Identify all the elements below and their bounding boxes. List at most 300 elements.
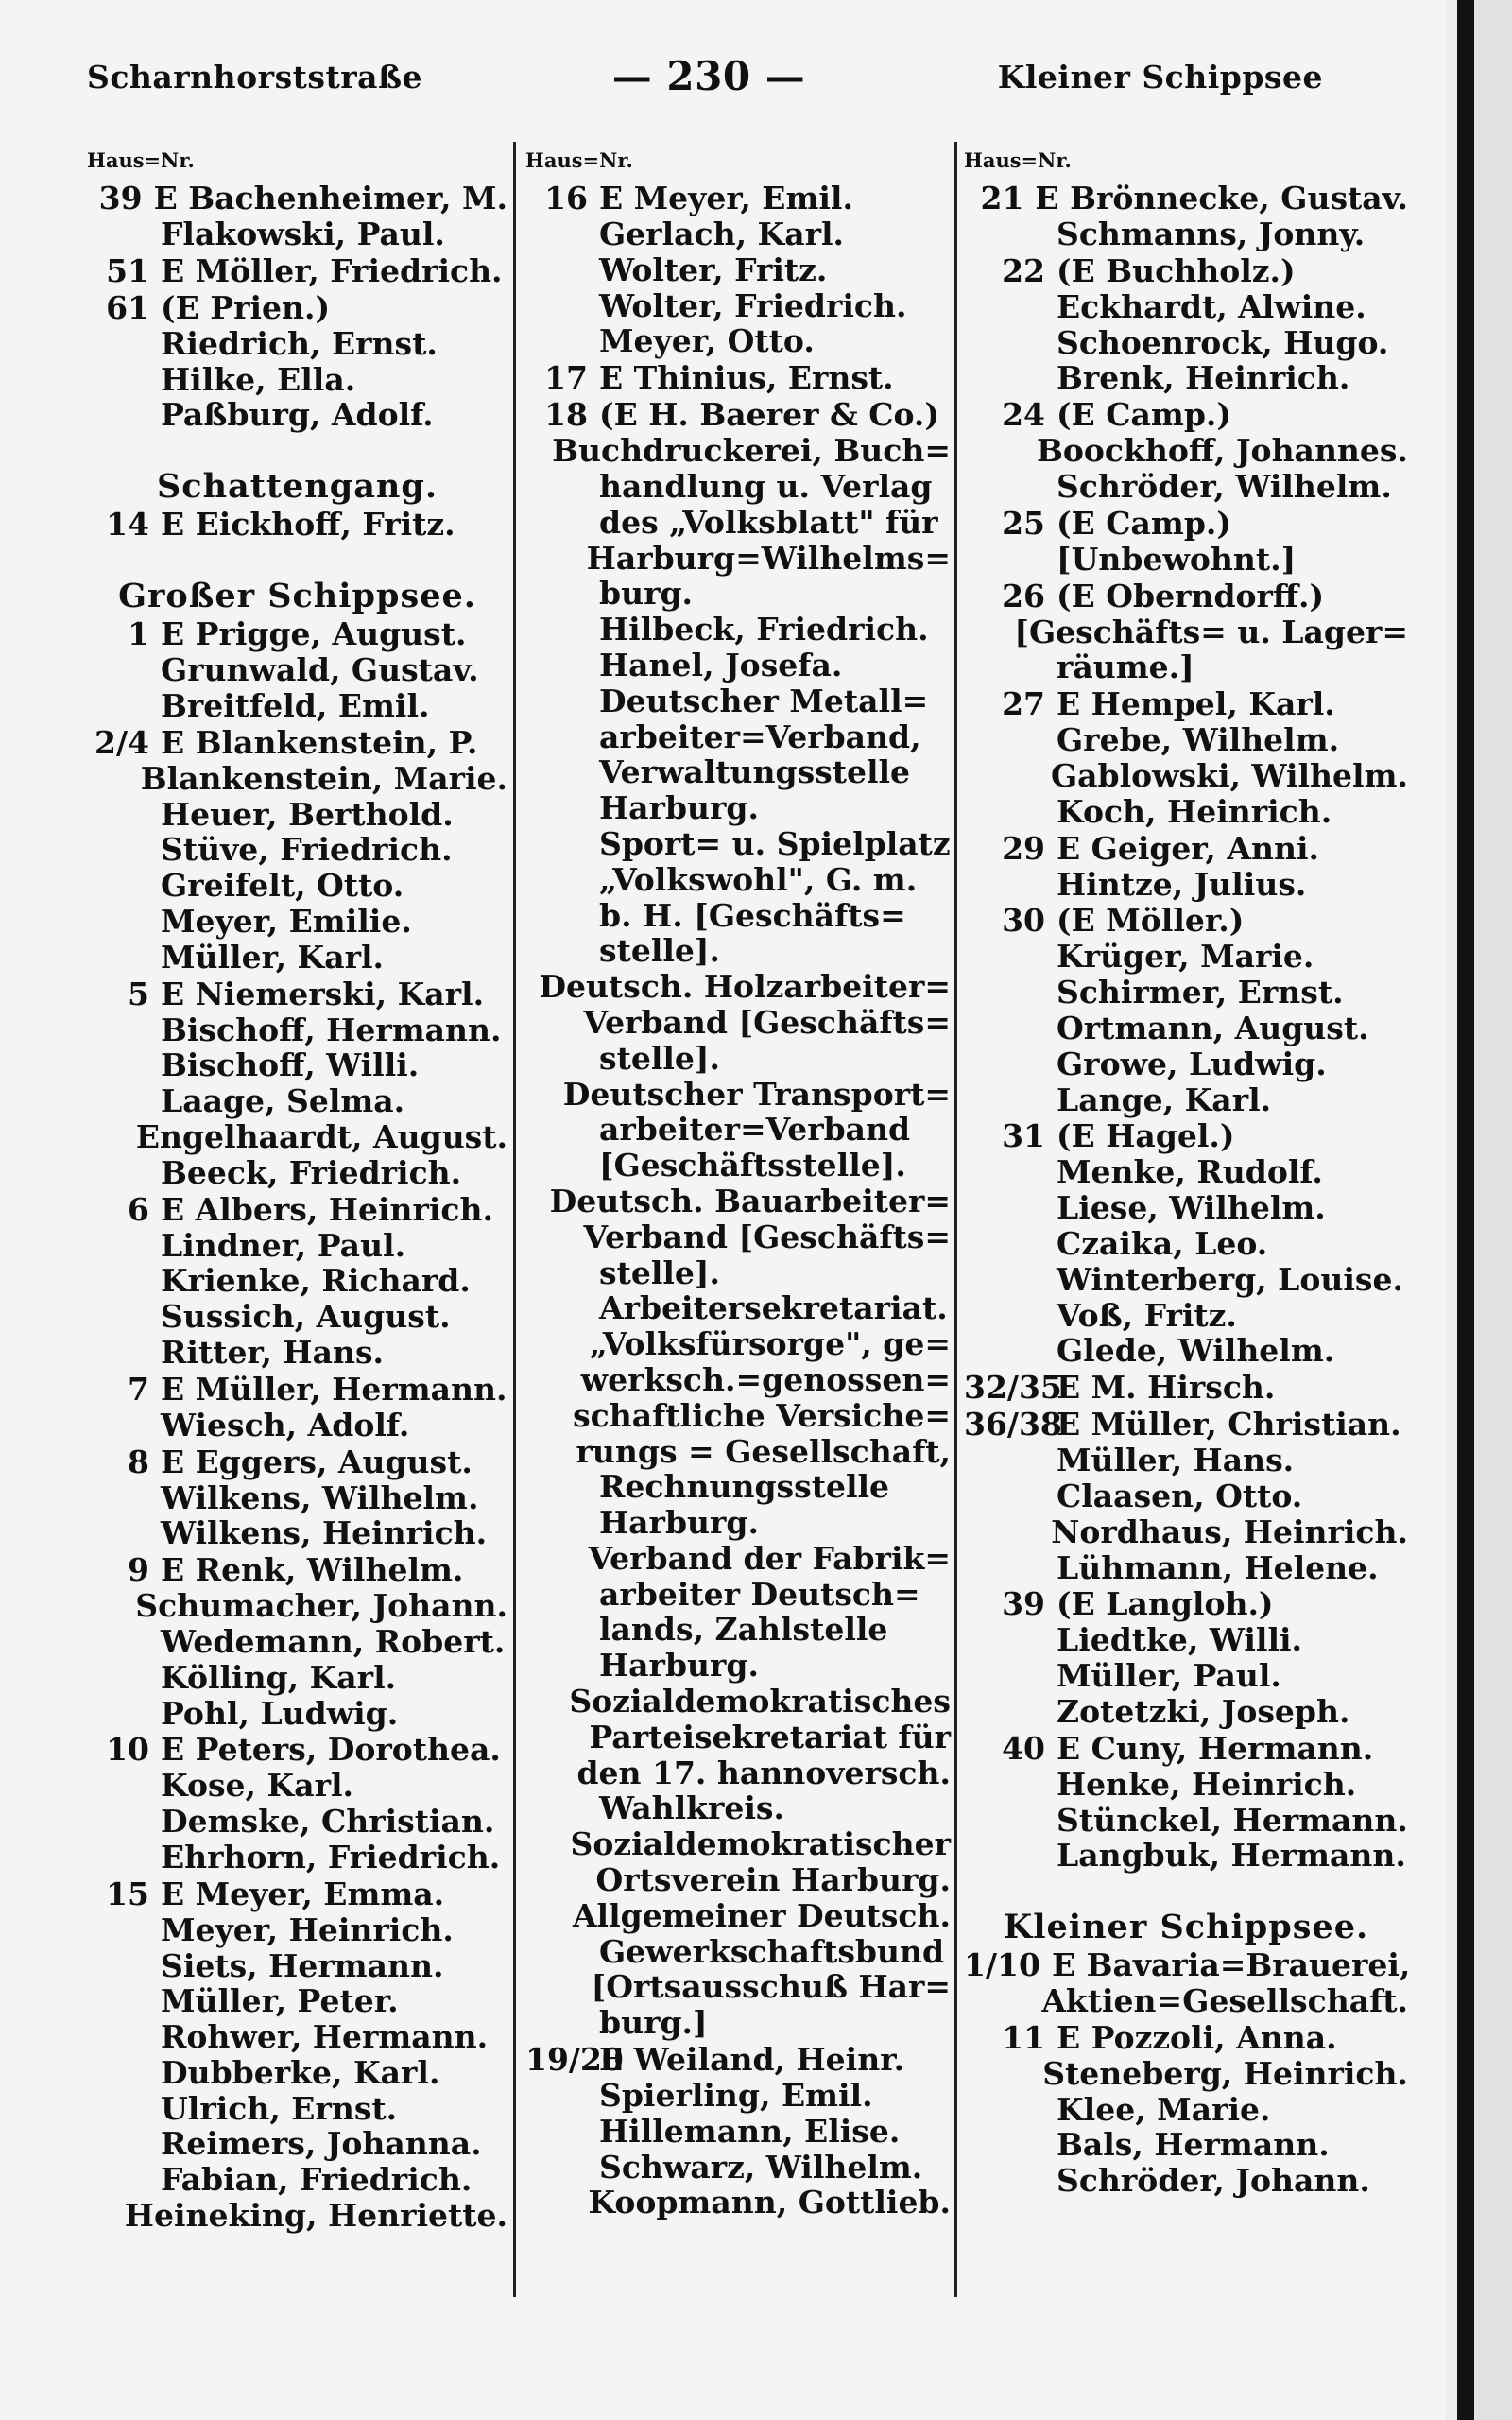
resident-line: Engelhaardt, August. <box>135 1117 507 1155</box>
entry-row <box>964 975 1408 1011</box>
resident-line: Deutscher Metall= <box>599 682 929 719</box>
resident-line: Lindner, Paul. <box>161 1226 406 1264</box>
house-number-label: Haus=Nr. <box>964 148 1072 172</box>
house-number: 11 <box>1002 2018 1045 2056</box>
entry-row <box>964 2056 1408 2092</box>
resident-line: (E Hagel.) <box>1057 1117 1235 1155</box>
resident-line: den 17. hannoversch. <box>576 1754 951 1791</box>
resident-line: Wedemann, Robert. <box>161 1622 506 1660</box>
resident-line: Eckhardt, Alwine. <box>1057 287 1366 325</box>
entry-row <box>87 252 507 289</box>
entry-row <box>964 1478 1408 1514</box>
resident-line: E Weiland, Heinr. <box>599 2041 905 2079</box>
resident-line: Hintze, Julius. <box>1057 865 1307 903</box>
entry-row <box>525 1790 951 1826</box>
resident-line: (E Prien.) <box>161 288 331 326</box>
resident-line: Flakowski, Paul. <box>161 216 445 252</box>
entry-row <box>964 252 1408 289</box>
entry-row <box>525 1648 951 1684</box>
resident-line: (E Camp.) <box>1057 396 1231 434</box>
house-number: 61 <box>106 288 149 326</box>
entry-row <box>964 1082 1408 1118</box>
page-number: — 230 — <box>611 53 806 99</box>
resident-line: Grebe, Wilhelm. <box>1057 721 1340 759</box>
resident-line: Hillemann, Elise. <box>599 2112 901 2150</box>
resident-line: Pohl, Ludwig. <box>161 1694 399 1732</box>
entry-row <box>964 433 1408 469</box>
entry-row <box>964 1369 1408 1406</box>
entry-row <box>964 722 1408 758</box>
resident-line: arbeiter Deutsch= <box>599 1575 920 1613</box>
resident-line: Meyer, Emilie. <box>161 902 412 940</box>
entry-row <box>964 1514 1408 1550</box>
entry-row <box>964 1190 1408 1226</box>
resident-line: Henke, Heinrich. <box>1057 1765 1357 1803</box>
resident-line: Hanel, Josefa. <box>599 646 843 683</box>
column-divider <box>513 142 516 2297</box>
entry-row <box>87 1768 507 1804</box>
house-number: 22 <box>1002 251 1045 289</box>
house-number: 1/10 <box>964 1946 1040 1984</box>
resident-line: Harburg=Wilhelms= <box>586 539 951 577</box>
house-entry <box>525 396 951 2041</box>
resident-line: Stüve, Friedrich. <box>161 831 453 869</box>
house-entry <box>964 505 1408 578</box>
house-number: 26 <box>1002 577 1045 614</box>
resident-line: Aktien=Gesellschaft. <box>1041 1982 1408 2020</box>
entry-row <box>964 325 1408 361</box>
house-number: 40 <box>1002 1729 1045 1767</box>
resident-line: Riedrich, Ernst. <box>161 324 438 362</box>
resident-line: lands, Zahlstelle <box>599 1611 888 1649</box>
entry-row <box>525 1326 951 1362</box>
resident-line: (E Langloh.) <box>1057 1585 1274 1623</box>
entry-row <box>87 976 507 1012</box>
entry-row <box>87 1047 507 1083</box>
entry-row <box>964 360 1408 396</box>
entry-row <box>525 1969 951 2005</box>
entry-row <box>87 688 507 724</box>
entry-row <box>87 1551 507 1588</box>
resident-line: Krüger, Marie. <box>1057 938 1314 976</box>
entry-row <box>525 505 951 541</box>
entry-row <box>87 2162 507 2198</box>
entry-row <box>525 2150 951 2186</box>
resident-line: Schröder, Wilhelm. <box>1057 467 1392 505</box>
resident-line: Kölling, Karl. <box>161 1658 397 1696</box>
resident-line: Verband [Geschäfts= <box>583 1003 951 1041</box>
entry-row <box>964 1443 1408 1478</box>
house-number: 15 <box>106 1875 149 1912</box>
resident-line: stelle]. <box>599 932 720 970</box>
resident-line: Müller, Karl. <box>161 938 385 976</box>
resident-line: Wahlkreis. <box>599 1789 784 1827</box>
house-number-label: Haus=Nr. <box>87 148 195 172</box>
house-number: 24 <box>1002 396 1045 434</box>
house-entry <box>87 252 507 289</box>
house-number: 51 <box>106 251 149 289</box>
entry-row <box>964 902 1408 939</box>
resident-line: E Hempel, Karl. <box>1057 685 1335 723</box>
resident-line: E Geiger, Anni. <box>1057 829 1320 867</box>
running-header-next-street: Kleiner Schippsee <box>997 59 1323 95</box>
entry-row <box>964 794 1408 830</box>
resident-line: Heineking, Henriette. <box>124 2197 507 2235</box>
page-margin <box>1474 0 1512 2420</box>
house-entry <box>87 506 507 543</box>
house-entry <box>964 396 1408 505</box>
entry-row <box>964 1117 1408 1154</box>
entry-row <box>525 180 951 216</box>
resident-line: Boockhoff, Johannes. <box>1037 432 1408 470</box>
resident-line: Deutscher Transport= <box>562 1075 951 1113</box>
resident-line: Langbuk, Hermann. <box>1057 1837 1406 1875</box>
entry-row <box>87 1912 507 1948</box>
resident-line: Klee, Marie. <box>1057 2090 1271 2128</box>
spacer <box>87 433 507 468</box>
spacer <box>964 1874 1408 1909</box>
resident-line: Bals, Hermann. <box>1057 2126 1330 2164</box>
entry-row <box>964 2092 1408 2128</box>
entry-row <box>87 1948 507 1984</box>
house-entry <box>87 724 507 976</box>
house-number: 14 <box>106 506 149 544</box>
entry-row <box>964 1694 1408 1730</box>
resident-line: Kose, Karl. <box>161 1767 353 1805</box>
resident-line: Koopmann, Gottlieb. <box>588 2184 951 2221</box>
resident-line: Demske, Christian. <box>161 1803 495 1841</box>
entry-row <box>87 1515 507 1551</box>
house-number: 17 <box>544 359 588 397</box>
entry-row <box>87 1299 507 1335</box>
entry-row <box>87 397 507 433</box>
resident-line: Koch, Heinrich. <box>1057 792 1332 830</box>
entry-row <box>87 615 507 652</box>
house-number: 2/4 <box>94 723 149 761</box>
entry-row <box>525 288 951 324</box>
entry-row <box>87 216 507 252</box>
resident-line: Steneberg, Heinrich. <box>1042 2054 1408 2092</box>
resident-line: E Meyer, Emma. <box>161 1875 445 1912</box>
resident-line: burg.] <box>599 2004 708 2042</box>
resident-line: E Albers, Heinrich. <box>161 1190 493 1228</box>
resident-line: rungs = Gesellschaft, <box>576 1432 951 1470</box>
running-header-street: Scharnhorststraße <box>87 59 423 95</box>
resident-line: E Peters, Dorothea. <box>161 1731 501 1769</box>
resident-line: Ritter, Hans. <box>161 1333 385 1371</box>
house-number: 21 <box>980 180 1024 216</box>
resident-line: Laage, Selma. <box>161 1082 405 1120</box>
entry-row <box>964 542 1408 578</box>
resident-line: arbeiter=Verband, <box>599 717 921 755</box>
entry-row <box>87 1588 507 1624</box>
house-number: 29 <box>1002 829 1045 867</box>
resident-line: Siets, Hermann. <box>161 1946 444 1984</box>
house-entry <box>87 289 507 433</box>
entry-row <box>525 969 951 1005</box>
entry-row <box>87 652 507 688</box>
resident-line: handlung u. Verlag <box>599 467 933 505</box>
resident-line: Glede, Wilhelm. <box>1057 1332 1335 1370</box>
entry-row <box>525 1612 951 1648</box>
entry-row <box>87 1371 507 1408</box>
entry-row <box>87 1983 507 2019</box>
entry-row <box>525 1434 951 1470</box>
entry-row <box>87 1012 507 1048</box>
resident-line: Breitfeld, Emil. <box>161 686 430 724</box>
resident-line: „Volksfürsorge", ge= <box>589 1325 951 1363</box>
house-entry <box>87 615 507 724</box>
entry-row <box>525 576 951 612</box>
entry-row <box>964 830 1408 867</box>
resident-line: „Volkswohl", G. m. <box>599 860 918 898</box>
house-entry <box>964 1117 1408 1369</box>
entry-row <box>964 1406 1408 1443</box>
house-number: 25 <box>1002 504 1045 542</box>
entry-row <box>964 1767 1408 1803</box>
resident-line: Beeck, Friedrich. <box>161 1153 462 1191</box>
entry-row <box>87 1624 507 1660</box>
entry-row <box>964 1226 1408 1262</box>
house-number-label: Haus=Nr. <box>525 148 633 172</box>
resident-line: Paßburg, Adolf. <box>161 396 434 434</box>
house-number: 36/38 <box>964 1406 1062 1443</box>
resident-line: (E H. Baerer & Co.) <box>599 396 940 434</box>
entry-row <box>87 904 507 940</box>
resident-line: Sozialdemokratisches <box>569 1683 951 1720</box>
house-number: 1 <box>128 615 149 653</box>
resident-line: Winterberg, Louise. <box>1057 1260 1403 1298</box>
entry-row <box>87 797 507 833</box>
resident-line: Lange, Karl. <box>1057 1080 1272 1118</box>
entry-row <box>525 1862 951 1898</box>
entry-row <box>525 2114 951 2150</box>
entry-row <box>525 1219 951 1255</box>
entry-row <box>87 1335 507 1371</box>
entry-row <box>525 1826 951 1862</box>
entry-row <box>964 1730 1408 1767</box>
house-entry <box>525 180 951 359</box>
resident-line: Sussich, August. <box>161 1298 451 1336</box>
house-number: 10 <box>106 1731 149 1769</box>
house-entry <box>87 1443 507 1552</box>
resident-line: schaftliche Versiche= <box>573 1396 951 1434</box>
entry-row <box>87 1155 507 1191</box>
resident-line: Schumacher, Johann. <box>135 1587 507 1625</box>
entry-row <box>525 933 951 969</box>
entry-row <box>964 1154 1408 1190</box>
entry-row <box>525 1255 951 1291</box>
house-entry <box>964 1369 1408 1406</box>
entry-row <box>525 862 951 898</box>
entry-row <box>525 826 951 862</box>
resident-line: Bischoff, Hermann. <box>161 1011 502 1048</box>
entry-row <box>87 940 507 976</box>
house-number: 31 <box>1002 1117 1045 1155</box>
entry-row <box>525 648 951 683</box>
resident-line: Deutsch. Bauarbeiter= <box>549 1182 951 1219</box>
entry-row <box>964 867 1408 903</box>
entry-row <box>964 2019 1408 2056</box>
entry-row <box>525 2078 951 2114</box>
resident-line: Meyer, Heinrich. <box>161 1910 454 1948</box>
entry-row <box>525 2185 951 2221</box>
resident-line: E Bachenheimer, M. <box>153 180 507 216</box>
entry-row <box>964 1298 1408 1334</box>
entry-row <box>87 180 507 216</box>
entry-row <box>525 541 951 577</box>
resident-line: Hilbeck, Friedrich. <box>599 611 929 648</box>
entry-row <box>964 1550 1408 1586</box>
resident-line: Stünckel, Hermann. <box>1057 1801 1408 1839</box>
street-heading: Schattengang. <box>156 467 438 507</box>
resident-line: E Pozzoli, Anna. <box>1057 2018 1337 2056</box>
resident-line: Schröder, Johann. <box>1057 2162 1370 2200</box>
house-number: 8 <box>128 1443 149 1480</box>
entry-row <box>964 1658 1408 1694</box>
resident-line: Deutsch. Holzarbeiter= <box>539 968 951 1006</box>
entry-row <box>525 1041 951 1077</box>
resident-line: Rohwer, Hermann. <box>161 2018 489 2056</box>
resident-line: Ortsverein Harburg. <box>595 1861 951 1899</box>
entry-row <box>964 2163 1408 2199</box>
entry-row <box>525 323 951 359</box>
resident-line: Harburg. <box>599 1504 759 1542</box>
resident-line: Schwarz, Wilhelm. <box>599 2148 923 2186</box>
house-entry <box>87 1191 507 1371</box>
entry-row <box>525 1755 951 1791</box>
resident-line: Sport= u. Spielplatz <box>599 824 951 862</box>
house-number: 18 <box>544 396 588 434</box>
column-divider <box>954 142 957 2297</box>
entry-row <box>87 832 507 868</box>
resident-line: (E Möller.) <box>1057 902 1245 940</box>
resident-line: Rechnungsstelle <box>599 1468 890 1506</box>
entry-row <box>87 1408 507 1443</box>
entry-row <box>87 1660 507 1696</box>
resident-line: E Bavaria=Brauerei, <box>1051 1946 1411 1984</box>
entry-row <box>525 252 951 288</box>
entry-row <box>87 1083 507 1119</box>
entry-row <box>87 1876 507 1912</box>
resident-line: [Ortsausschuß Har= <box>591 1968 951 2006</box>
resident-line: Schmanns, Jonny. <box>1057 216 1366 252</box>
entry-row <box>87 1731 507 1768</box>
entry-row <box>964 685 1408 722</box>
resident-line: Czaika, Leo. <box>1057 1224 1268 1262</box>
entry-row <box>87 2019 507 2055</box>
resident-line: (E Oberndorff.) <box>1057 577 1325 614</box>
entry-row <box>525 1577 951 1613</box>
house-entry <box>964 578 1408 686</box>
house-entry <box>964 180 1408 252</box>
resident-line: Blankenstein, Marie. <box>140 759 507 797</box>
house-entry <box>87 976 507 1191</box>
resident-line: Zotetzki, Joseph. <box>1057 1692 1350 1730</box>
house-number: 32/35 <box>964 1369 1062 1407</box>
entry-row <box>525 2005 951 2041</box>
entry-row <box>87 1480 507 1516</box>
entry-row <box>964 1011 1408 1046</box>
resident-line: Brenk, Heinrich. <box>1057 359 1350 397</box>
page-edge-shadow <box>1457 0 1474 2420</box>
resident-line: Harburg. <box>599 789 759 827</box>
resident-line: b. H. [Geschäfts= <box>599 896 906 934</box>
resident-line: Voß, Fritz. <box>1057 1296 1237 1334</box>
resident-line: Bischoff, Willi. <box>161 1046 420 1084</box>
house-entry <box>87 1551 507 1731</box>
house-entry <box>964 1730 1408 1874</box>
resident-line: Sozialdemokratischer <box>570 1825 951 1863</box>
resident-line: E Brönnecke, Gustav. <box>1035 180 1408 216</box>
resident-line: Müller, Paul. <box>1057 1657 1281 1695</box>
resident-line: Grunwald, Gustav. <box>161 651 479 689</box>
house-entry <box>964 252 1408 396</box>
resident-line: Dubberke, Karl. <box>161 2053 440 2091</box>
house-entry <box>964 1946 1411 2020</box>
entry-row <box>964 180 1408 216</box>
entry-row <box>525 1290 951 1326</box>
resident-line: Menke, Rudolf. <box>1057 1153 1323 1191</box>
resident-line: [Geschäftsstelle]. <box>599 1147 906 1184</box>
entry-row <box>87 1119 507 1155</box>
resident-line: Schirmer, Ernst. <box>1057 974 1344 1011</box>
resident-line: Müller, Hans. <box>1057 1442 1295 1479</box>
resident-line: Parteisekretariat für <box>589 1718 951 1755</box>
entry-row <box>525 1720 951 1755</box>
house-number: 30 <box>1002 902 1045 940</box>
entry-row <box>525 683 951 719</box>
resident-line: E Renk, Wilhelm. <box>161 1551 464 1589</box>
entry-row <box>87 1191 507 1228</box>
entry-row <box>525 216 951 252</box>
entry-row <box>87 868 507 904</box>
entry-row <box>964 1333 1408 1369</box>
house-number: 39 <box>1002 1585 1045 1623</box>
house-number: 6 <box>128 1190 149 1228</box>
entry-row <box>87 289 507 326</box>
resident-line: Wolter, Friedrich. <box>599 286 907 324</box>
entry-row <box>964 1262 1408 1298</box>
entry-row <box>87 2055 507 2091</box>
entry-row <box>525 359 951 396</box>
house-entry <box>87 1876 507 2234</box>
house-number: 5 <box>128 975 149 1012</box>
resident-line: E Eickhoff, Fritz. <box>161 506 455 544</box>
entry-row <box>525 1184 951 1219</box>
house-number: 27 <box>1002 685 1045 723</box>
resident-line: Growe, Ludwig. <box>1057 1045 1327 1082</box>
resident-line: E Niemerski, Karl. <box>161 975 485 1012</box>
entry-row <box>525 1934 951 1970</box>
house-entry <box>525 359 951 396</box>
resident-line: Wolter, Fritz. <box>599 251 828 288</box>
entry-row <box>87 2091 507 2127</box>
entry-row <box>964 1585 1408 1622</box>
resident-line: E Müller, Hermann. <box>161 1370 507 1408</box>
resident-line: Ortmann, August. <box>1057 1009 1369 1046</box>
entry-row <box>964 396 1408 433</box>
entry-row <box>964 469 1408 505</box>
resident-line: Allgemeiner Deutsch. <box>572 1896 951 1934</box>
resident-line: Wilkens, Heinrich. <box>161 1514 488 1552</box>
resident-line: Krienke, Richard. <box>161 1262 471 1300</box>
house-entry <box>964 1585 1408 1729</box>
resident-line: Wilkens, Wilhelm. <box>161 1478 479 1516</box>
entry-row <box>87 506 507 543</box>
house-number: 39 <box>98 180 143 216</box>
resident-line: arbeiter=Verband <box>599 1111 911 1149</box>
